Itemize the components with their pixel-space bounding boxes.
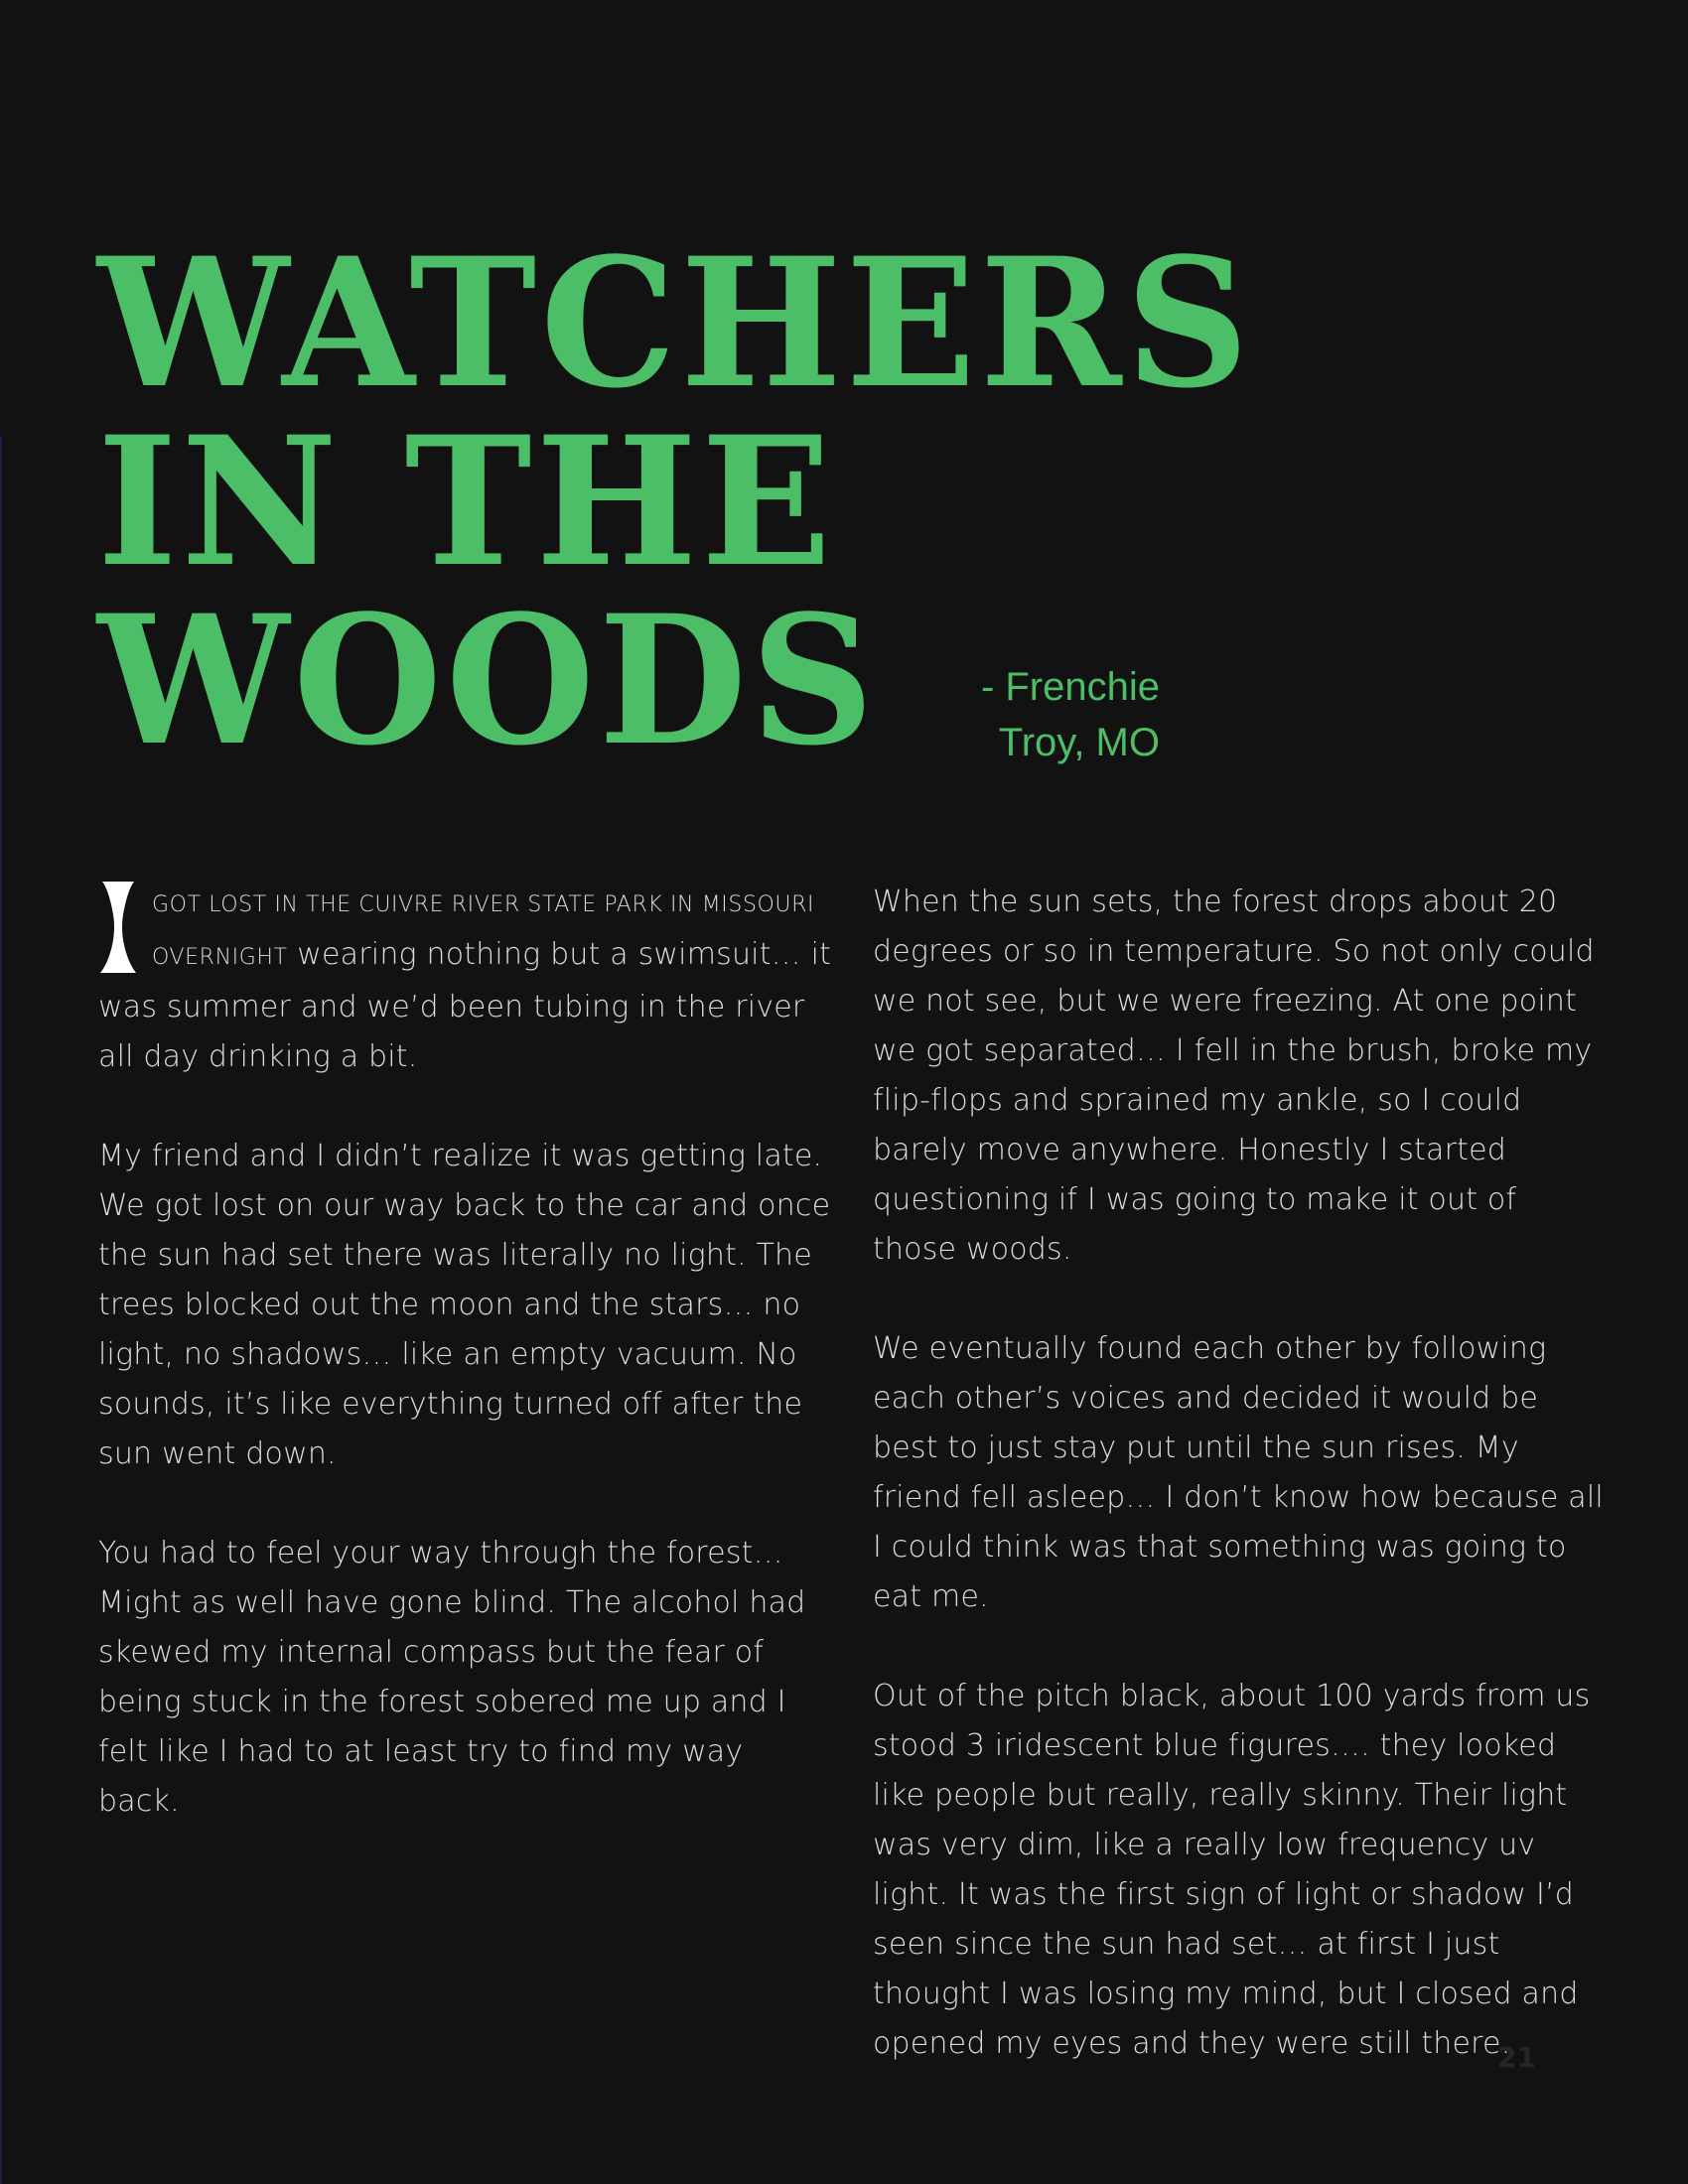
page-edge-line: [0, 437, 2, 2184]
page-number: 21: [1497, 2041, 1536, 2074]
byline-author: - Frenchie: [980, 665, 1160, 709]
right-paragraph-3: Out of the pitch black, about 100 yards from us stood 3 iridescent blue figures…. they looked like people but really, really skinny. Their light was very dim, like a really low frequency uv light. It was the first sign of light or shadow I’d seen since the sun had set… at first I just thought I was losing my mind, but I closed and opened my eyes and they were still there.: [873, 1679, 1591, 2061]
lead-smallcaps: GOT LOST IN THE CUIVRE RIVER STATE PARK IN MISSOURI OVERNIGHT: [152, 892, 815, 970]
left-column: [98, 878, 833, 1876]
title-line-1: WATCHERS: [97, 217, 1253, 428]
lead-paragraph: [98, 878, 833, 1082]
right-column: [873, 878, 1608, 2118]
drop-cap: [98, 880, 138, 975]
left-paragraph-2: My friend and I didn’t realize it was getting late. We got lost on our way back to the car and once the sun had set there was literally no light. The trees blocked out the moon and the stars… no light, no shadows… like an empty vacuum. No sounds, it’s like everything turned off after the sun went down.: [98, 1139, 831, 1471]
right-paragraph-2: We eventually found each other by following each other’s voices and decided it would be best to just stay put until the sun rises. My friend fell asleep… I don’t know how because all I could think was that something was going to eat me.: [873, 1331, 1604, 1614]
title-line-2: IN THE: [97, 396, 836, 607]
left-paragraph-3: You had to feel your way through the forest… Might as well have gone blind. The alcohol had skewed my internal compass but the fear of being stuck in the forest sobered me up and I felt like I had to at least try to find my way back.: [98, 1536, 806, 1819]
right-paragraph-1: When the sun sets, the forest drops about 20 degrees or so in temperature. So not only could we not see, but we were freezing. At one point we got separated… I fell in the brush, broke my flip-flops and sprained my ankle, so I could barely move anywhere. Honestly I started questioning if I was going to make it out of those woods.: [873, 885, 1595, 1267]
byline-location: Troy, MO: [998, 721, 1160, 764]
lead-rest: wearing nothing but a swimsuit… it was summer and we’d been tubing in the river all day drinking a bit.: [98, 937, 832, 1074]
title-line-3: WOODS: [97, 575, 879, 785]
byline: [981, 659, 1160, 770]
